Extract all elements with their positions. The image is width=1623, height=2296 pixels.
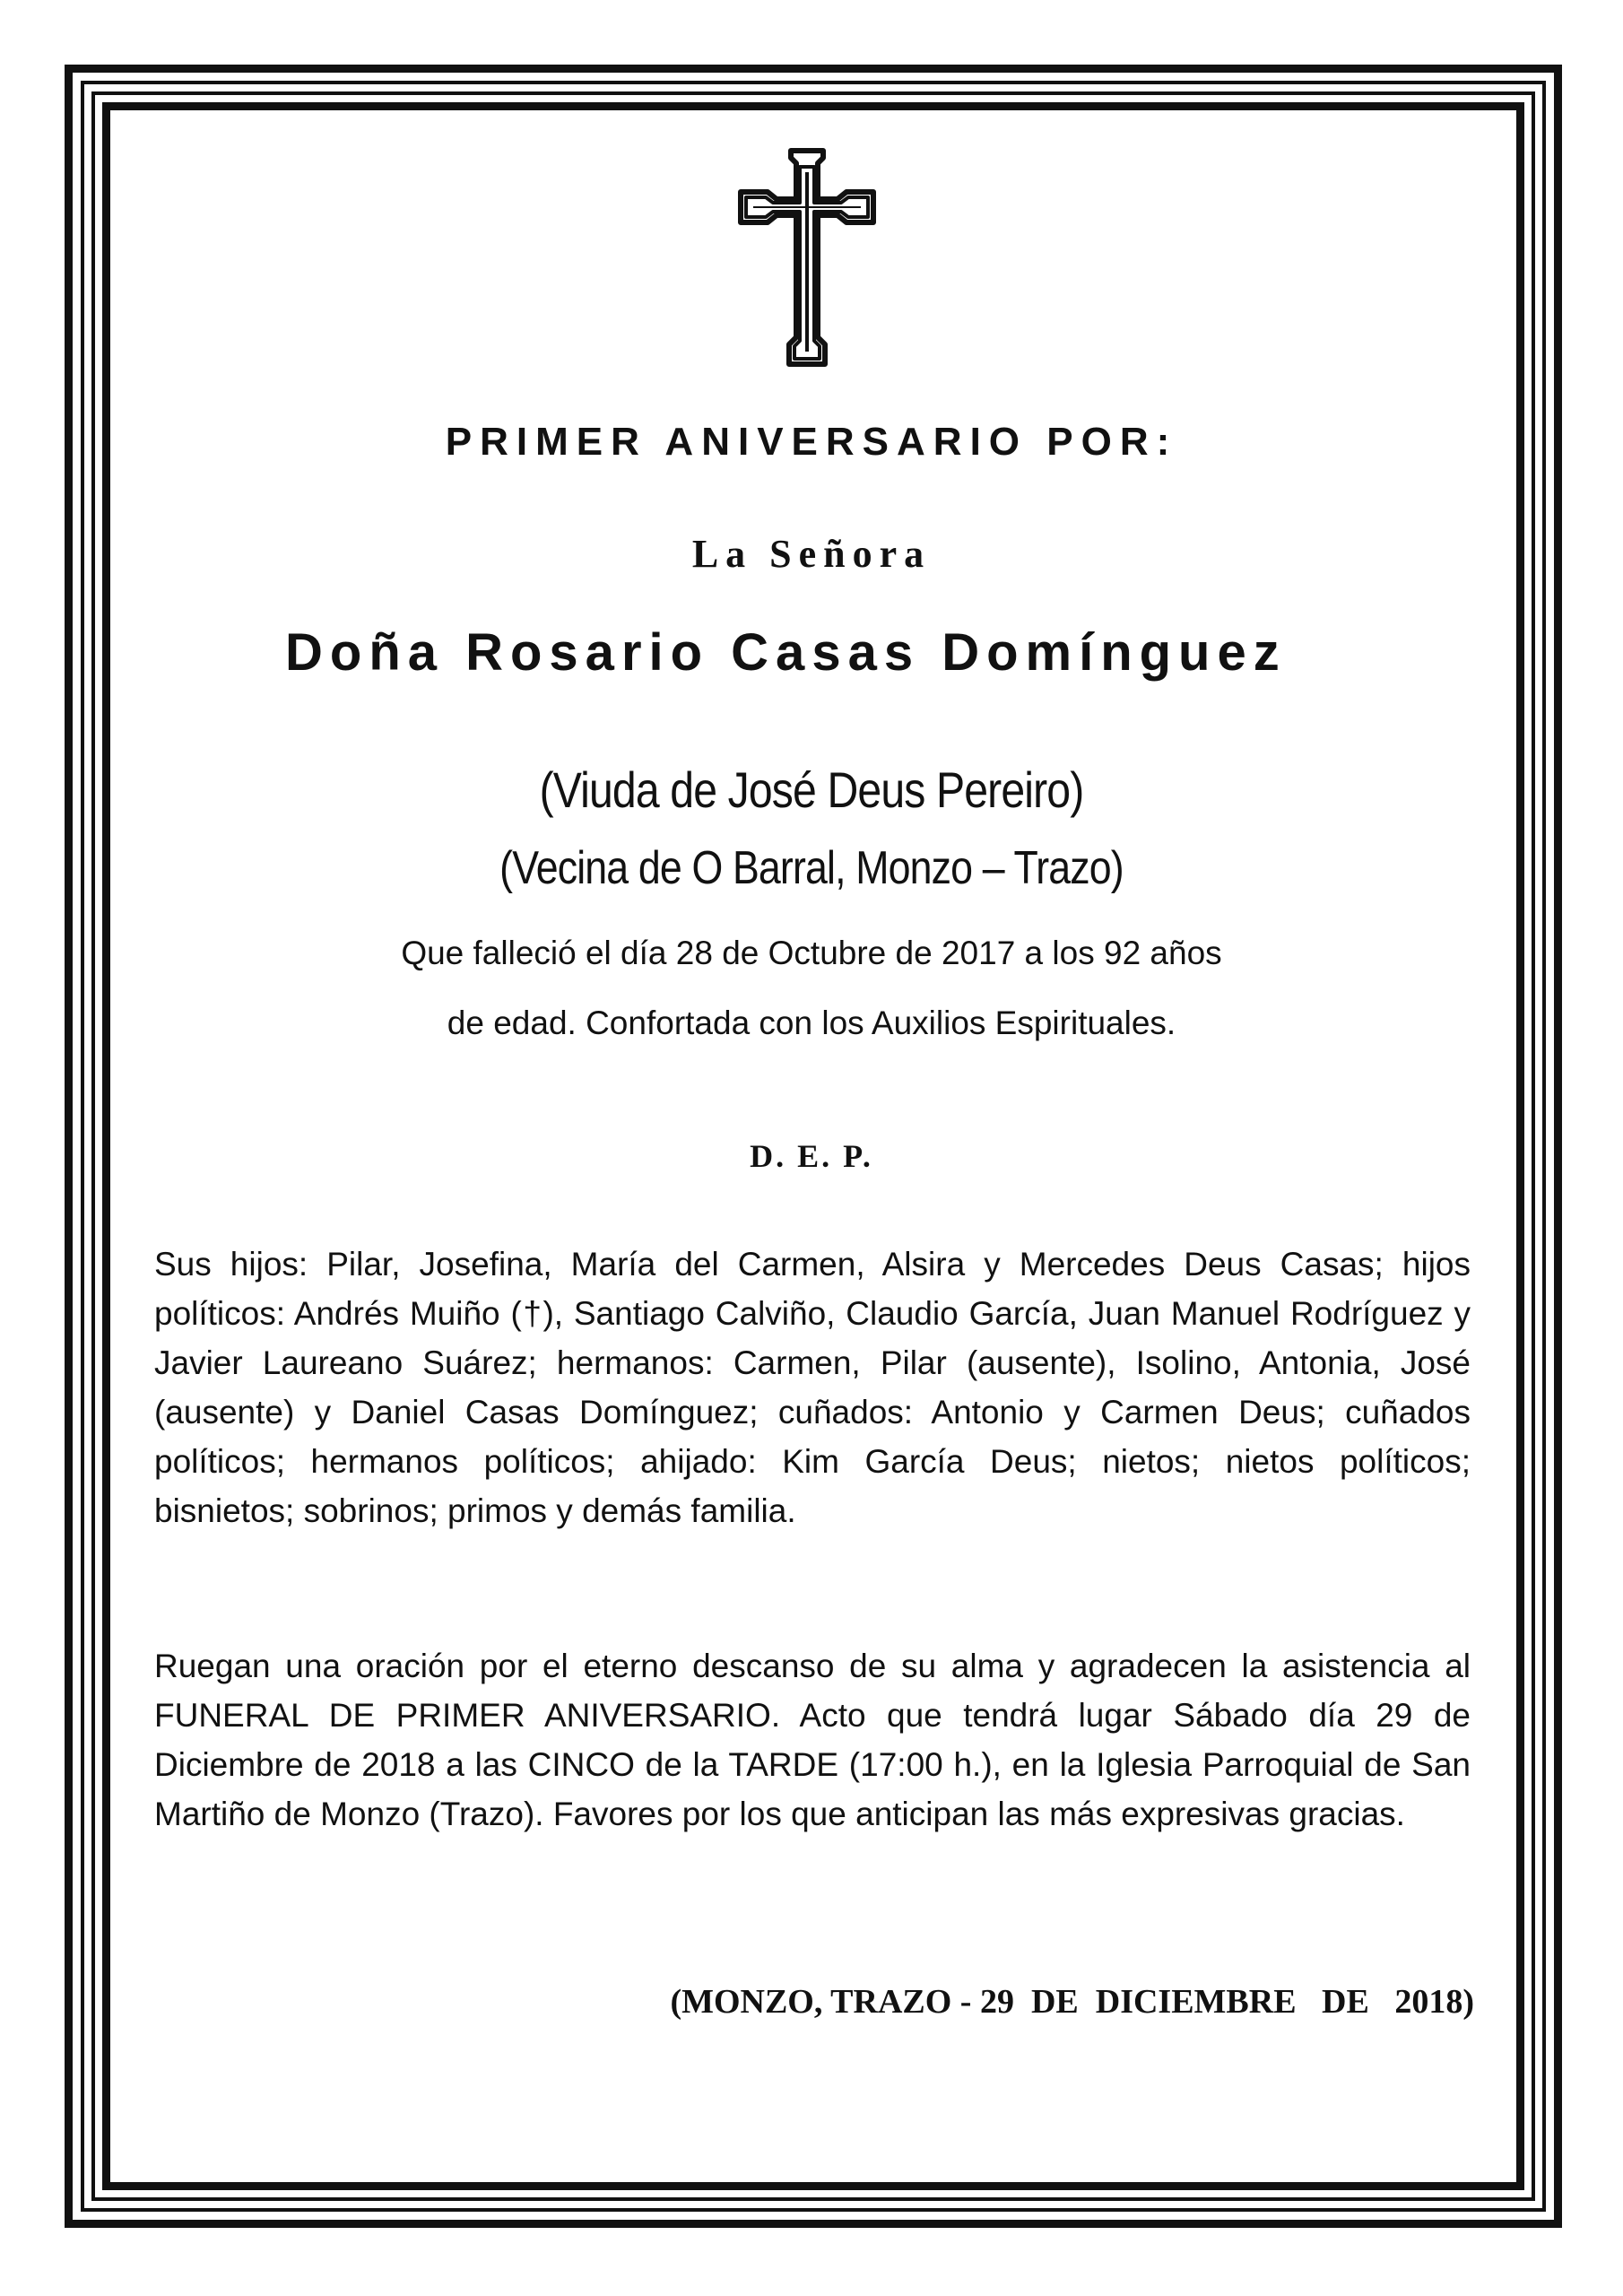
notice-heading: PRIMER ANIVERSARIO POR: xyxy=(445,420,1178,464)
widow-of: (Viuda de José Deus Pereiro) xyxy=(539,761,1084,818)
closing-place-date: (MONZO, TRAZO - 29 DE DICIEMBRE DE 2018) xyxy=(670,1983,1474,2021)
deceased-name: Doña Rosario Casas Domínguez xyxy=(285,623,1287,682)
resident-of: (Vecina de O Barral, Monzo – Trazo) xyxy=(499,842,1124,894)
death-line-1: Que falleció el día 28 de Octubre de 2017 a los 92 años xyxy=(401,935,1222,971)
death-line-2: de edad. Confortada con los Auxilios Espirituales. xyxy=(447,1004,1176,1041)
rip-text: D. E. P. xyxy=(750,1138,873,1174)
family-paragraph: Sus hijos: Pilar, Josefina, María del Carmen, Alsira y Mercedes Deus Casas; hijos políticos: Andrés Muiño (†), Santiago Calviño, Claudio García, Juan Manuel Rodríguez y Javier Laureano Suárez; hermanos: Carmen, Pilar (ausente), Isolino, Antonia, José (ausente) y Daniel Casas Domínguez; cuñados: Antonio y Carmen Deus; cuñados políticos; hermanos políticos; ahijado: Kim García Deus; nietos; nietos políticos; bisnietos; sobrinos; primos y demás familia. xyxy=(154,1246,1471,1529)
honorific: La Señora xyxy=(691,532,932,576)
service-paragraph: Ruegan una oración por el eterno descanso de su alma y agradecen la asistencia al FUNERAL DE PRIMER ANIVERSARIO. Acto que tendrá lugar Sábado día 29 de Diciembre de 2018 a las CINCO de la TARDE (17:00 h.), en la Iglesia Parroquial de San Martiño de Monzo (Trazo). Favores por los que anticipan las más expresivas gracias. xyxy=(154,1648,1471,1832)
cross-icon xyxy=(735,145,879,370)
